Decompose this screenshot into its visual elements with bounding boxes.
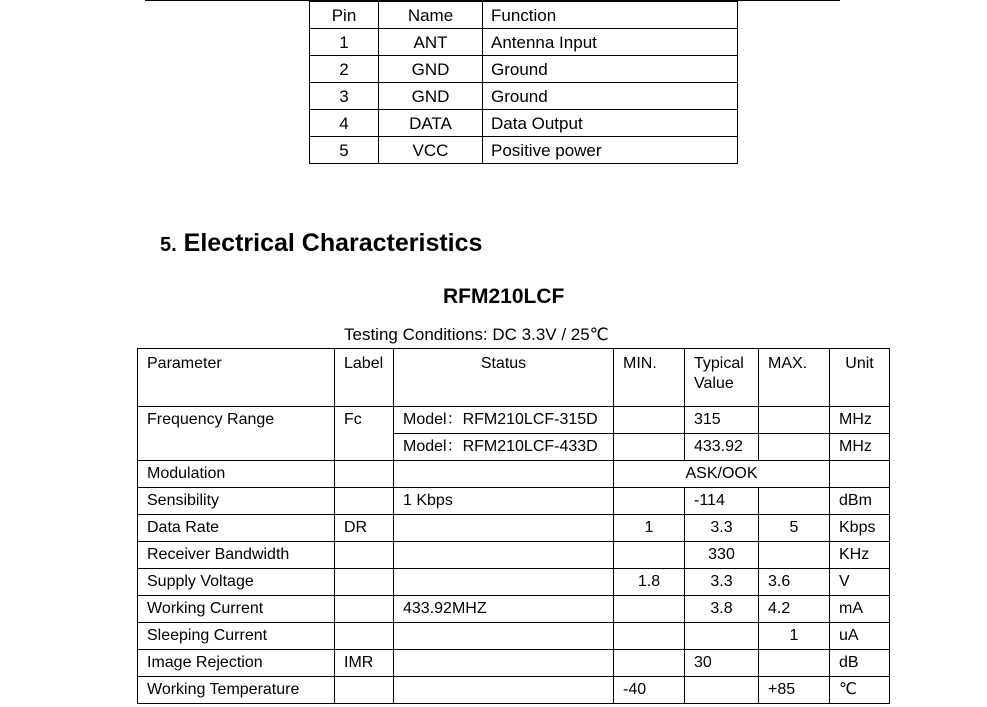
header-name: Name [379,2,483,29]
table-row [138,596,890,623]
header-unit: Unit [830,349,890,407]
max-cell [759,650,830,677]
typical-cell: 433.92 [685,434,759,461]
max-cell: 3.6 [759,569,830,596]
min-cell: 1 [614,515,685,542]
table-row [138,488,890,515]
min-cell [614,542,685,569]
section-heading [160,229,482,258]
status-cell: Model：RFM210LCF-315D [394,407,614,434]
unit-cell: mA [830,596,890,623]
header-typical [685,349,759,407]
max-cell: +85 [759,677,830,704]
pin-number: 1 [310,29,379,56]
param-cell: Working Current [138,596,335,623]
label-cell [335,488,394,515]
status-cell [394,461,614,488]
min-cell [614,623,685,650]
status-cell [394,515,614,542]
pin-number: 5 [310,137,379,164]
label-cell: IMR [335,650,394,677]
param-frequency-range: Frequency Range [138,407,335,461]
electrical-characteristics-table [137,348,890,704]
table-row [138,677,890,704]
table-row [310,110,738,137]
pin-number: 2 [310,56,379,83]
min-cell [614,650,685,677]
max-cell: 1 [759,623,830,650]
status-cell: Model：RFM210LCF-433D [394,434,614,461]
status-cell: 1 Kbps [394,488,614,515]
status-cell [394,650,614,677]
unit-cell: KHz [830,542,890,569]
label-cell: DR [335,515,394,542]
unit-cell: V [830,569,890,596]
table-row [310,83,738,110]
modulation-value: ASK/OOK [614,461,830,488]
pin-table-header-row [310,2,738,29]
header-typical-line1: Typical [694,355,744,372]
status-cell [394,677,614,704]
pin-name: GND [379,56,483,83]
header-status: Status [394,349,614,407]
typical-cell: -114 [685,488,759,515]
param-modulation: Modulation [138,461,335,488]
header-min: MIN. [614,349,685,407]
unit-cell: dBm [830,488,890,515]
model-title: RFM210LCF [443,285,565,308]
table-row [310,29,738,56]
header-pin: Pin [310,2,379,29]
pin-name: DATA [379,110,483,137]
header-function: Function [483,2,738,29]
pin-function: Positive power [483,137,738,164]
typical-cell [685,623,759,650]
pin-function: Ground [483,83,738,110]
pin-function: Ground [483,56,738,83]
min-cell [614,407,685,434]
section-title: Electrical Characteristics [183,229,483,257]
status-cell [394,569,614,596]
table-row [138,461,890,488]
param-cell: Data Rate [138,515,335,542]
table-row [138,407,890,434]
status-cell [394,542,614,569]
label-cell [335,596,394,623]
unit-cell: MHz [830,434,890,461]
max-cell [759,542,830,569]
pin-number: 4 [310,110,379,137]
max-cell [759,407,830,434]
typical-cell: 330 [685,542,759,569]
table-row [310,137,738,164]
unit-cell [830,461,890,488]
table-row [138,650,890,677]
max-cell: 4.2 [759,596,830,623]
unit-cell: ℃ [830,677,890,704]
table-row [138,569,890,596]
param-cell: Receiver Bandwidth [138,542,335,569]
typical-cell: 315 [685,407,759,434]
status-cell: 433.92MHZ [394,596,614,623]
unit-cell: MHz [830,407,890,434]
min-cell: 1.8 [614,569,685,596]
min-cell: -40 [614,677,685,704]
table-row [138,542,890,569]
min-cell [614,596,685,623]
testing-conditions: Testing Conditions: DC 3.3V / 25℃ [344,325,609,344]
label-cell [335,461,394,488]
pin-function: Data Output [483,110,738,137]
unit-cell: dB [830,650,890,677]
pin-name: GND [379,83,483,110]
table-row [138,515,890,542]
pin-name: ANT [379,29,483,56]
header-max: MAX. [759,349,830,407]
typical-cell: 30 [685,650,759,677]
elec-table-header-row [138,349,890,407]
label-cell [335,677,394,704]
unit-cell: uA [830,623,890,650]
label-cell [335,569,394,596]
param-cell: Sensibility [138,488,335,515]
label-fc: Fc [335,407,394,461]
unit-cell: Kbps [830,515,890,542]
min-cell [614,488,685,515]
header-parameter: Parameter [138,349,335,407]
param-cell: Image Rejection [138,650,335,677]
typical-cell: 3.8 [685,596,759,623]
table-row [310,56,738,83]
max-cell [759,488,830,515]
max-cell [759,434,830,461]
param-cell: Supply Voltage [138,569,335,596]
typical-cell: 3.3 [685,569,759,596]
header-typical-line2: Value [694,375,734,392]
label-cell [335,542,394,569]
param-cell: Working Temperature [138,677,335,704]
typical-cell [685,677,759,704]
max-cell: 5 [759,515,830,542]
typical-cell: 3.3 [685,515,759,542]
label-cell [335,623,394,650]
pin-number: 3 [310,83,379,110]
table-row [138,623,890,650]
min-cell [614,434,685,461]
pin-table [309,1,738,164]
pin-function: Antenna Input [483,29,738,56]
header-label: Label [335,349,394,407]
status-cell [394,623,614,650]
param-cell: Sleeping Current [138,623,335,650]
section-number: 5. [160,234,177,256]
pin-name: VCC [379,137,483,164]
